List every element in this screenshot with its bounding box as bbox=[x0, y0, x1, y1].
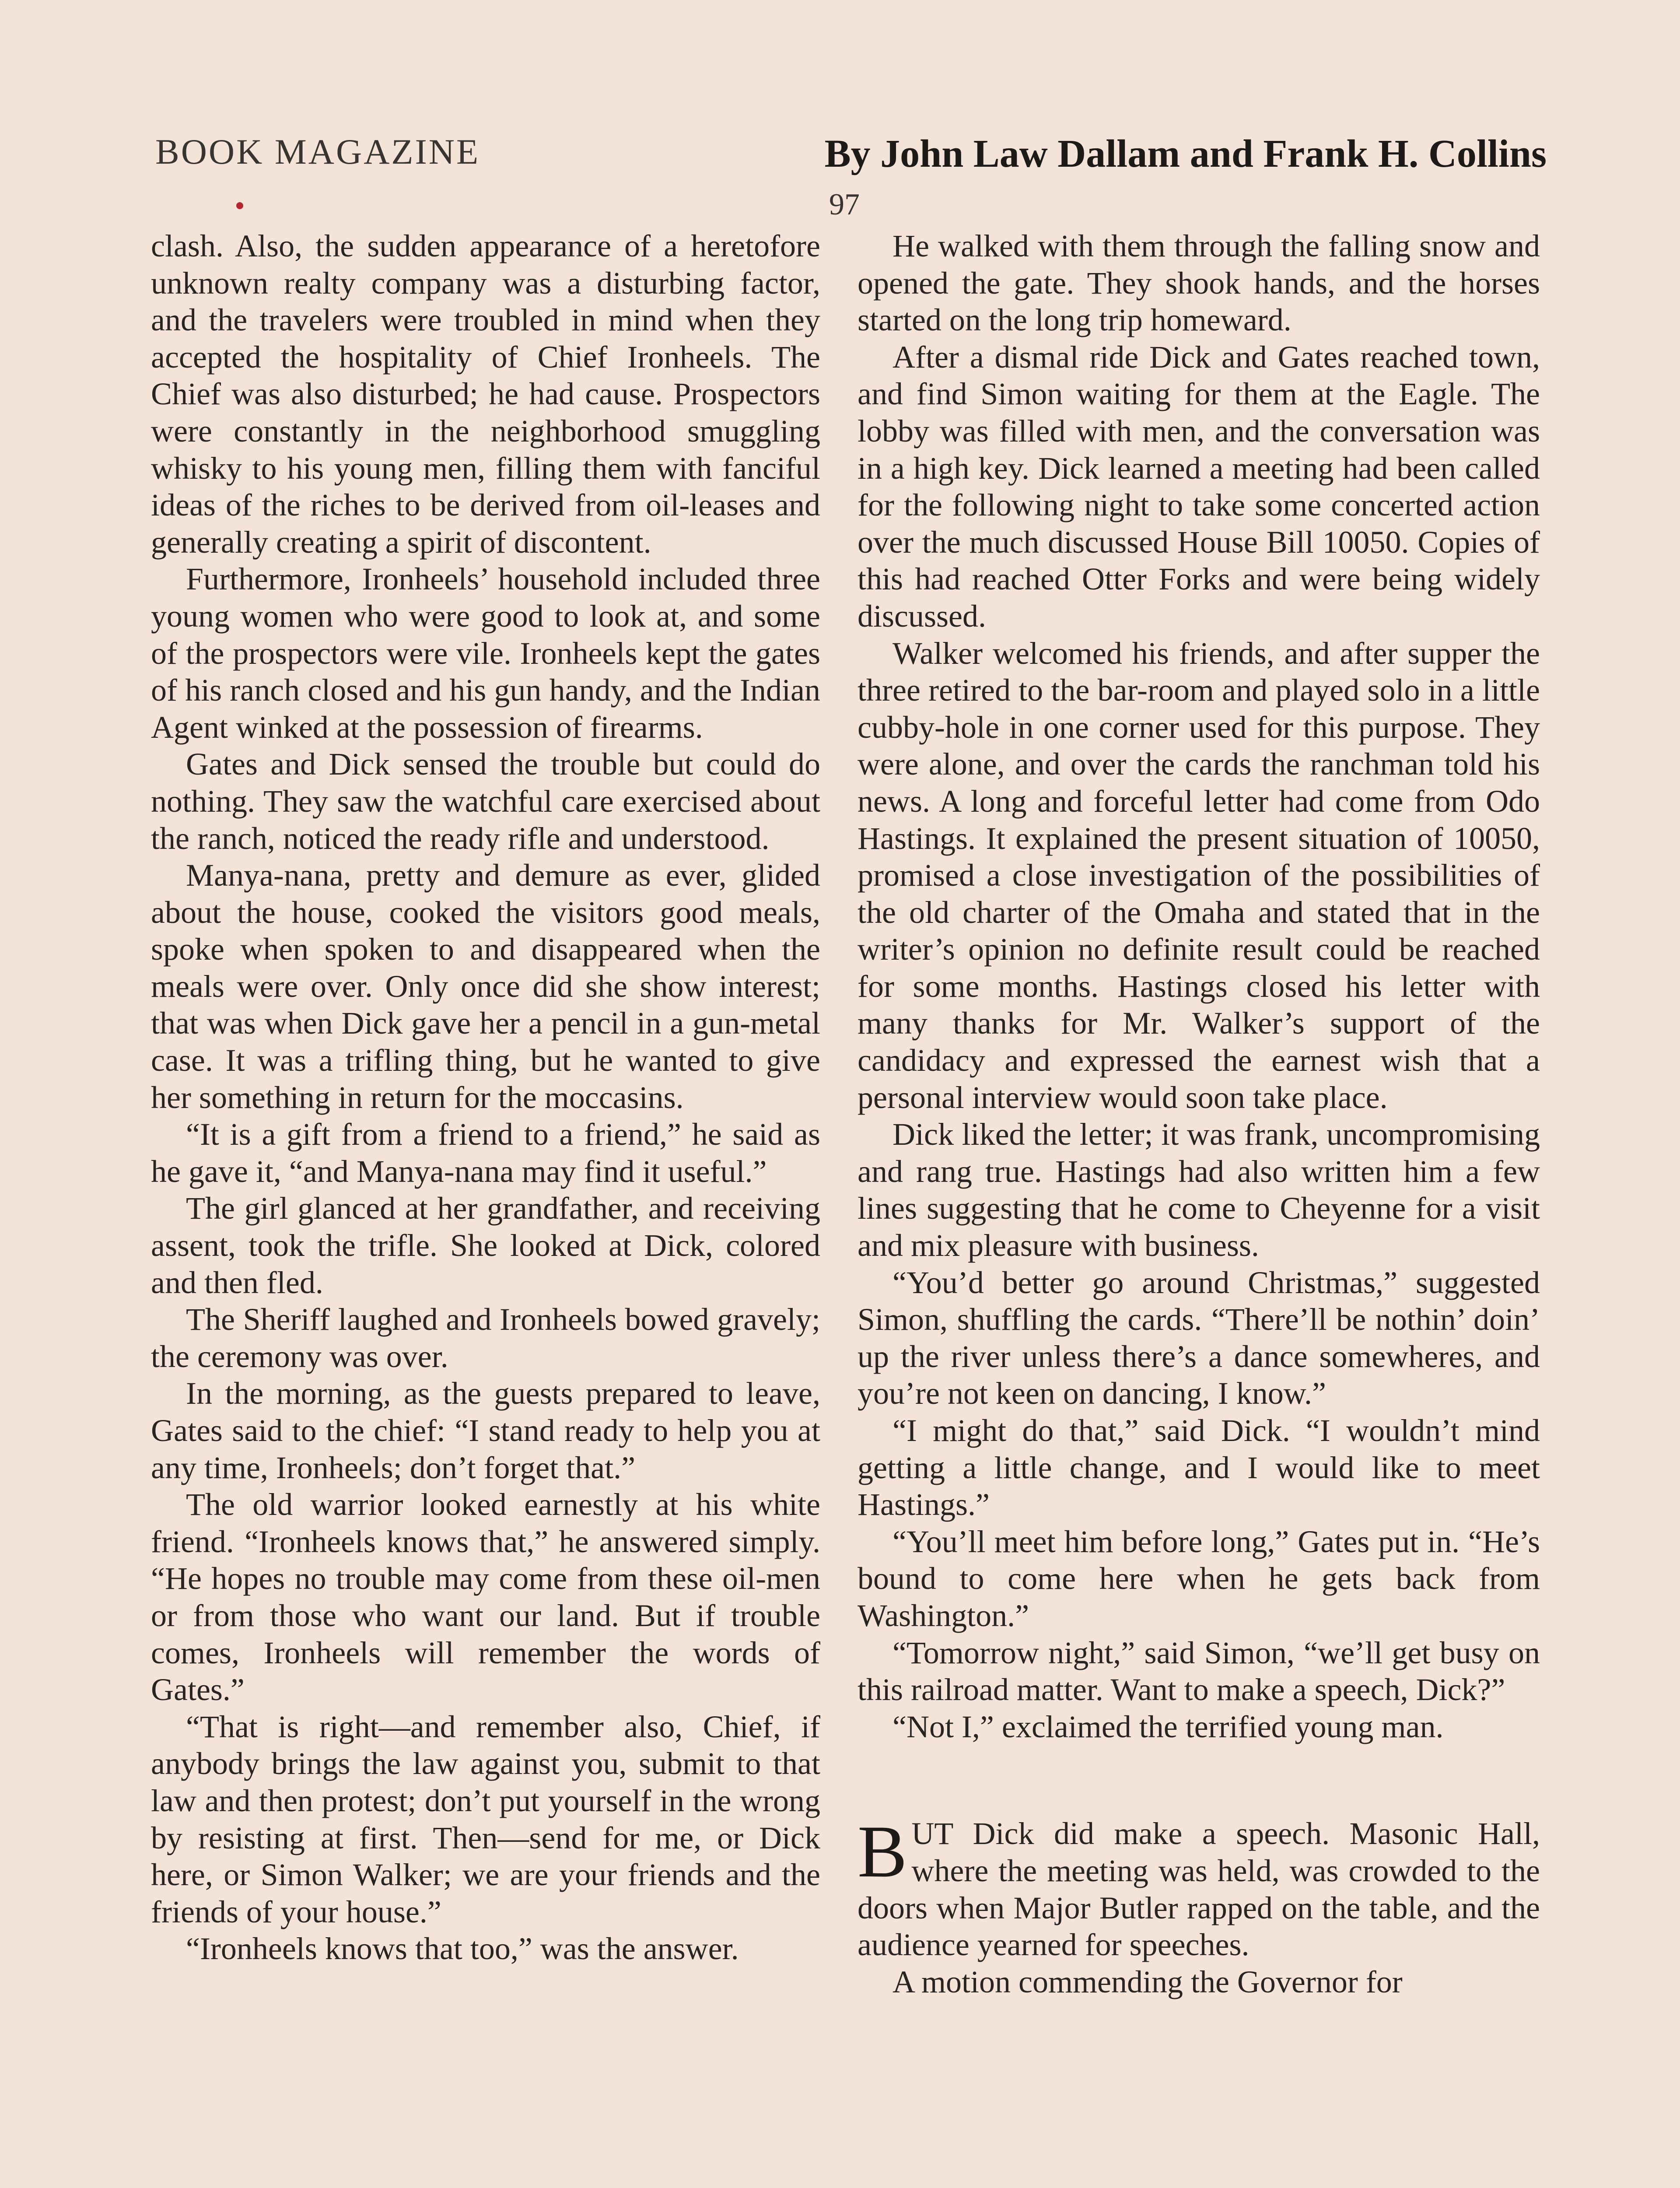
paragraph: Walker welcomed his friends, and after supper the three retired to the bar-room and played solo in a little cubby-hole in one corner used for this purpose. They were alone, and over the cards the ranchman told his news. A long and forceful letter had come from Odo Hastings. It explained the present situation of 10050, promised a close investigation of the possibilities of the old charter of the Omaha and stated that in the writer’s opinion no definite result could be reached for some months. Hastings closed his letter with many thanks for Mr. Walker’s support of the candidacy and expressed the earnest wish that a personal interview would soon take place. bbox=[858, 635, 1540, 1115]
author-byline: By John Law Dallam and Frank H. Collins bbox=[824, 132, 1547, 175]
paragraph: The Sheriff laughed and Ironheels bowed gravely; the ceremony was over. bbox=[151, 1302, 820, 1374]
paragraph: clash. Also, the sudden appearance of a heretofore unknown realty company was a disturbing factor, and the travelers were troubled in mind when they accepted the hospitality of Chief Ironheels. The Chief was also disturbed; he had cause. Prospectors were constantly in the neighborhood smuggling whisky to his young men, filling them with fanciful ideas of the riches to be derived from oil-leases and generally creating a spirit of discontent. bbox=[151, 228, 820, 560]
paragraph: In the morning, as the guests prepared to leave, Gates said to the chief: “I stand ready to help you at any time, Ironheels; don’t forget that.” bbox=[151, 1376, 820, 1485]
paragraph: Manya-nana, pretty and demure as ever, glided about the house, cooked the visitors good meals, spoke when spoken to and disappeared when the meals were over. Only once did she show interest; that was when Dick gave her a pencil in a gun-metal case. It was a trifling thing, but he wanted to give her something in return for the moccasins. bbox=[151, 858, 820, 1115]
paragraph: “Ironheels knows that too,” was the answer. bbox=[186, 1931, 739, 1967]
section-break bbox=[858, 1745, 1540, 1815]
ink-spot bbox=[236, 202, 243, 209]
paragraph: Gates and Dick sensed the trouble but could do nothing. They saw the watchful care exercised about the ranch, noticed the ready rifle and understood. bbox=[151, 747, 820, 856]
paragraph: “You’ll meet him before long,” Gates put in. “He’s bound to come here when he gets back from Washington.” bbox=[858, 1524, 1540, 1633]
paragraph: “Not I,” exclaimed the terrified young man. bbox=[892, 1709, 1444, 1744]
drop-cap: B bbox=[858, 1810, 907, 1893]
paragraph: After a dismal ride Dick and Gates reached town, and find Simon waiting for them at the Eagle. The lobby was filled with men, and the conversation was in a high key. Dick learned a meeting had been called for the following night to take some concerted action over the much discussed House Bill 10050. Copies of this had reached Otter Forks and were being widely discussed. bbox=[858, 339, 1540, 634]
paragraph: The girl glanced at her grandfather, and receiving assent, took the trifle. She looked at Dick, colored and then fled. bbox=[151, 1191, 820, 1300]
paragraph: Dick liked the letter; it was frank, uncompromising and rang true. Hastings had also written him a few lines suggesting that he come to Cheyenne for a visit and mix pleasure with business. bbox=[858, 1117, 1540, 1263]
paragraph: “It is a gift from a friend to a friend,” he said as he gave it, “and Manya-nana may find it useful.” bbox=[151, 1117, 820, 1189]
section-opening-paragraph bbox=[858, 1810, 1540, 1963]
paragraph: The old warrior looked earnestly at his white friend. “Ironheels knows that,” he answered simply. “He hopes no trouble may come from these oil-men or from those who want our land. But if trouble comes, Ironheels will remember the words of Gates.” bbox=[151, 1487, 820, 1708]
section-opening-text: UT Dick did make a speech. Masonic Hall, where the meeting was held, was crowded to the doors when Major Butler rapped on the table, and the audience yearned for speeches. bbox=[858, 1816, 1540, 1963]
paragraph: A motion commending the Governor for bbox=[892, 1964, 1403, 1999]
page-number: 97 bbox=[829, 188, 860, 221]
left-column bbox=[151, 228, 820, 1967]
paragraph: “I might do that,” said Dick. “I wouldn’t mind getting a little change, and I would like to meet Hastings.” bbox=[858, 1413, 1540, 1522]
paragraph: He walked with them through the falling snow and opened the gate. They shook hands, and the horses started on the long trip homeward. bbox=[858, 228, 1540, 338]
running-head bbox=[155, 131, 1547, 184]
paragraph: “That is right—and remember also, Chief, if anybody brings the law against you, submit to that law and then protest; don’t put yourself in the wrong by resisting at first. Then—send for me, or Dick here, or Simon Walker; we are your friends and the friends of your house.” bbox=[151, 1709, 820, 1929]
paragraph: “Tomorrow night,” said Simon, “we’ll get busy on this railroad matter. Want to make a speech, Dick?” bbox=[858, 1635, 1540, 1708]
paragraph: “You’d better go around Christmas,” suggested Simon, shuffling the cards. “There’ll be nothin’ doin’ up the river unless there’s a dance somewheres, and you’re not keen on dancing, I know.” bbox=[858, 1265, 1540, 1411]
right-column bbox=[858, 228, 1540, 2000]
magazine-name: BOOK MAGAZINE bbox=[155, 132, 480, 172]
paragraph: Furthermore, Ironheels’ household included three young women who were good to look at, and some of the prospectors were vile. Ironheels kept the gates of his ranch closed and his gun handy, and the Indian Agent winked at the possession of firearms. bbox=[151, 561, 820, 745]
